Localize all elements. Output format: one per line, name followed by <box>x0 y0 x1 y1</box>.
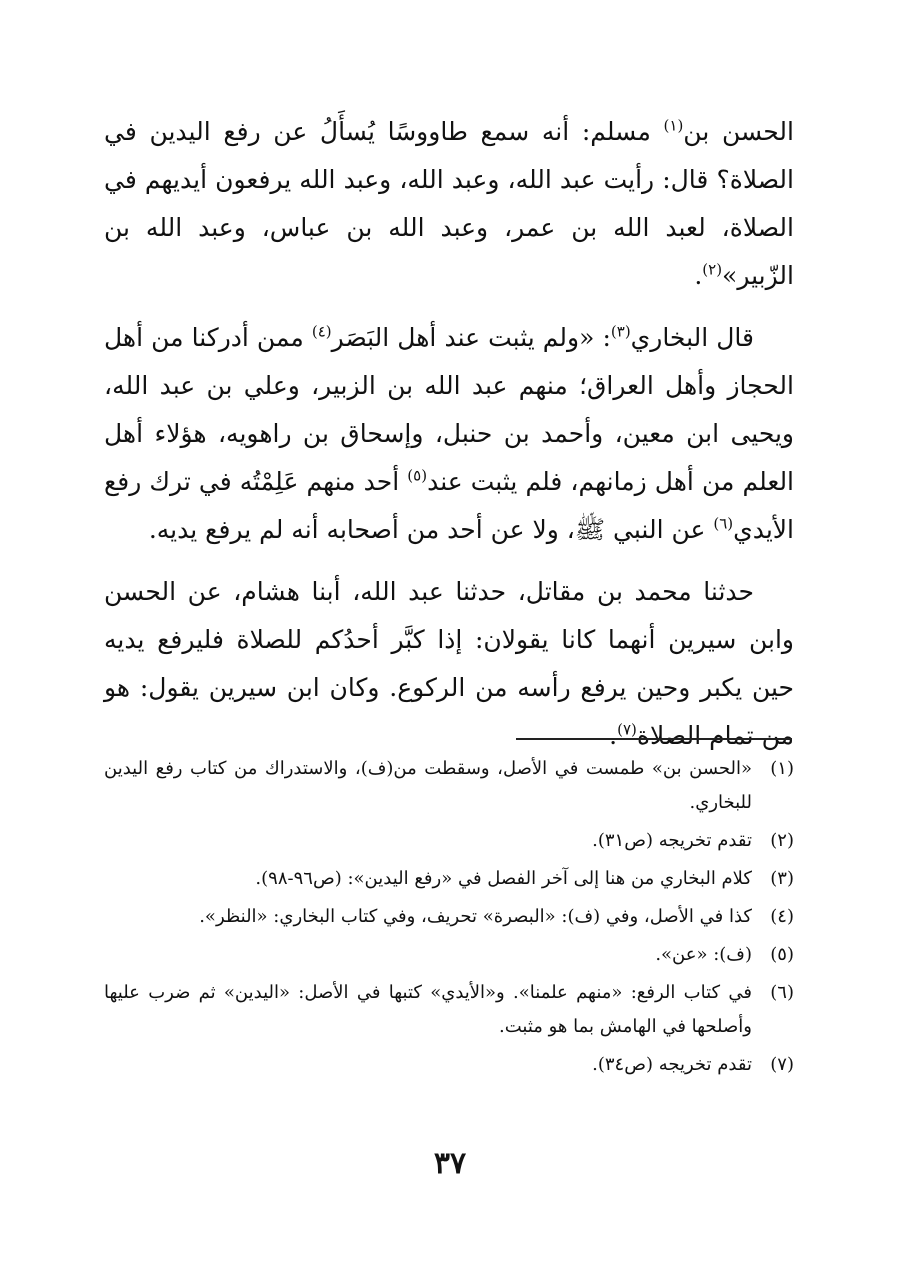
footnote-reference: (٥) <box>407 466 428 485</box>
footnote-reference: (٧) <box>617 720 637 739</box>
text-run: أحد منهم عَلِمْتُه في ترك رفع الأيدي <box>104 467 794 544</box>
paragraph-3 <box>104 568 794 760</box>
text-run: الحسن بن <box>683 117 794 146</box>
footnote-number: (٧) <box>770 1054 794 1075</box>
footnote-text: «الحسن بن» طمست في الأصل، وسقطت من(ف)، والاستدراك من كتاب رفع اليدين للبخاري. <box>104 758 752 813</box>
text-run: : «ولم يثبت عند أهل البَصَر <box>331 323 611 352</box>
text-run: عن النبي ﷺ، ولا عن أحد من أصحابه أنه لم يرفع يديه. <box>148 515 714 544</box>
footnote-number: (١) <box>770 758 794 779</box>
footnote-reference: (١) <box>663 116 684 135</box>
footnotes-section <box>104 752 794 1086</box>
footnote-reference: (٦) <box>713 514 734 533</box>
footnote-5 <box>104 938 794 972</box>
footnote-reference: (٤) <box>311 322 332 341</box>
footnote-text: كذا في الأصل، وفي (ف): «البصرة» تحريف، وفي كتاب البخاري: «النظر». <box>199 906 752 927</box>
footnote-number: (٢) <box>770 830 794 851</box>
text-run: قال البخاري <box>630 323 754 352</box>
main-text <box>104 108 794 774</box>
footnote-2 <box>104 824 794 858</box>
footnote-number: (٦) <box>770 982 794 1003</box>
footnote-1 <box>104 752 794 820</box>
text-run: . <box>609 721 618 750</box>
footnote-number: (٤) <box>770 906 794 927</box>
footnote-text: في كتاب الرفع: «منهم علمنا». و«الأيدي» كتبها في الأصل: «اليدين» ثم ضرب عليها وأصلحها في الهامش بما هو مثبت. <box>104 982 752 1037</box>
footnote-number: (٣) <box>770 868 794 889</box>
footnote-reference: (٣) <box>610 322 631 341</box>
footnote-text: تقدم تخريجه (ص٣٤). <box>592 1054 752 1075</box>
paragraph-2 <box>104 314 794 554</box>
text-run: مسلم: أنه سمع طاووسًا يُسأَلُ عن رفع اليدين في الصلاة؟ قال: رأيت عبد الله، وعبد الله، وعبد الله يرفعون أيديهم في الصلاة، لعبد الله بن عمر، وعبد الله بن عباس، وعبد الله بن الزّبير» <box>104 117 794 290</box>
footnote-text: تقدم تخريجه (ص٣١). <box>592 830 752 851</box>
text-run: ممن أدركنا من أهل الحجاز وأهل العراق؛ منهم عبد الله بن الزبير، وعلي بن عبد الله، ويحيى ابن معين، وأحمد بن حنبل، وإسحاق بن راهويه، هؤلاء أهل العلم من أهل زمانهم، فلم يثبت عند <box>104 323 795 496</box>
footnote-4 <box>104 900 794 934</box>
footnote-text: كلام البخاري من هنا إلى آخر الفصل في «رفع اليدين»: (ص٩٦-٩٨). <box>255 868 752 889</box>
paragraph-1 <box>104 108 794 300</box>
footnote-7 <box>104 1048 794 1082</box>
footnote-6 <box>104 976 794 1044</box>
text-run: حدثنا محمد بن مقاتل، حدثنا عبد الله، أبنا هشام، عن الحسن وابن سيرين أنهما كانا يقولان: إذا كبَّر أحدُكم للصلاة فليرفع يديه حين يكبر وحين يرفع رأسه من الركوع. وكان ابن سيرين يقول: هو من تمام الصلاة <box>104 577 794 750</box>
footnote-3 <box>104 862 794 896</box>
footnote-reference: (٢) <box>702 260 723 279</box>
text-run: . <box>694 261 703 290</box>
footnote-number: (٥) <box>770 944 794 965</box>
page-number: ٣٧ <box>433 1146 467 1181</box>
footnote-text: (ف): «عن». <box>655 944 752 965</box>
footnote-divider <box>516 738 792 740</box>
